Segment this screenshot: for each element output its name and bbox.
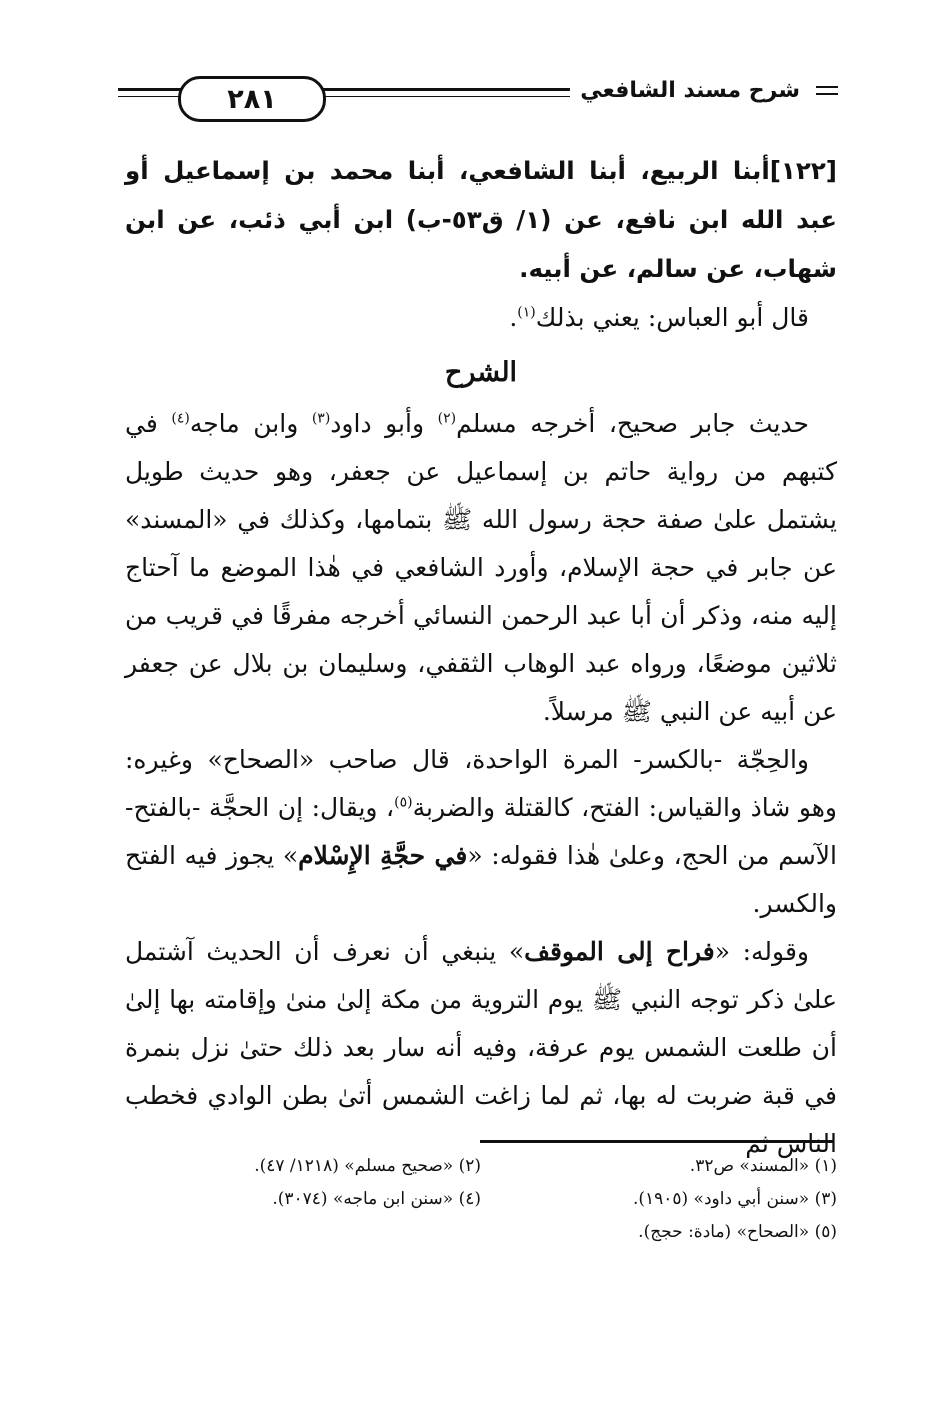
- running-title: شرح مسند الشافعي: [570, 78, 810, 103]
- footnote-1: (١) «المسند» ص٣٢.: [689, 1156, 837, 1176]
- paragraph-3: [125, 928, 837, 1168]
- p1-text-3: وابن ماجه: [189, 409, 312, 438]
- footnote-separator: [480, 1140, 834, 1143]
- footnote-row: [125, 1216, 837, 1249]
- footnote-row: [125, 1183, 837, 1216]
- p1-text-1: حديث جابر صحيح، أخرجه مسلم: [456, 409, 809, 438]
- footnote-ref-1: (١): [517, 304, 536, 321]
- p2-text-2: ، ويقال: إن الحجَّة -بالفتح- الآسم من الحج، وعلىٰ هٰذا فقوله: «: [125, 793, 838, 870]
- footnote-row: [125, 1150, 837, 1183]
- p3-text-2: » ينبغي أن نعرف أن الحديث آشتمل علىٰ ذكر توجه النبي ﷺ يوم التروية من مكة إلىٰ منىٰ وإقامته بها إلىٰ أن طلعت الشمس يوم عرفة، وفيه أنه سار بعد ذلك حتىٰ نزل بنمرة في قبة ضربت له بها، ثم لما زاغت الشمس أتىٰ بطن الوادي فخطب الناس ثم: [125, 937, 837, 1158]
- footnote-4: (٤) «سنن ابن ماجه» (٣٠٧٤).: [272, 1189, 481, 1209]
- hadith-text: أبنا الربيع، أبنا الشافعي، أبنا محمد بن إسماعيل أو عبد الله ابن نافع، عن (١/ ق٥٣-ب) ابن أبي ذئب، عن ابن شهاب، عن سالم، عن أبيه.: [125, 156, 838, 283]
- p3-text-1: وقوله: «: [714, 937, 809, 966]
- footnote-ref-4: (٤): [171, 410, 190, 427]
- section-heading: الشرح: [444, 357, 518, 388]
- p2-bold-quote: في حجَّةِ الإِسْلام: [298, 841, 468, 870]
- footnote-ref-3: (٣): [311, 410, 331, 427]
- footnote-3: (٣) «سنن أبي داود» (١٩٠٥).: [632, 1189, 837, 1209]
- footnote-5: (٥) «الصحاح» (مادة: حجج).: [638, 1222, 837, 1242]
- paragraph-1: [125, 400, 837, 736]
- header-end-mark: [816, 86, 838, 100]
- footnote-ref-2: (٢): [437, 410, 457, 427]
- hadith-closing: [125, 293, 837, 342]
- closing-text: قال أبو العباس: يعني بذلك: [535, 303, 809, 332]
- running-header: [118, 72, 838, 122]
- p1-text-4: في كتبهم من رواية حاتم بن إسماعيل عن جعفر، وهو حديث طويل يشتمل علىٰ صفة حجة رسول الله ﷺ بتمامها، وكذلك في «المسند» عن جابر في حجة الإسلام، وأورد الشافعي في هٰذا الموضع ما آحتاج إليه منه، وذكر أن أبا عبد الرحمن النسائي أخرجه مفرقًا في قريب من ثلاثين موضعًا، ورواه عبد الوهاب الثقفي، وسليمان بن بلال عن جعفر عن أبيه عن النبي ﷺ مرسلاً.: [125, 409, 837, 726]
- hadith-number: [١٢٢]: [769, 156, 837, 185]
- p2-text-1: والحِجّة -بالكسر- المرة الواحدة، قال صاحب «الصحاح» وغيره: وهو شاذ والقياس: الفتح، كالقتلة والضربة: [125, 745, 837, 822]
- main-text: [125, 146, 837, 1168]
- hadith-block: [125, 146, 837, 293]
- closing-end: .: [509, 303, 518, 332]
- footnote-ref-5: (٥): [394, 794, 413, 811]
- p3-bold-quote: فراح إلى الموقف: [524, 937, 715, 966]
- p1-text-2: وأبو داود: [330, 409, 438, 438]
- footnote-2: (٢) «صحيح مسلم» (١٢١٨/ ٤٧).: [254, 1156, 481, 1176]
- paragraph-2: [125, 736, 837, 928]
- p2-text-3: » يجوز فيه الفتح والكسر.: [125, 841, 837, 918]
- page-number: ٢٨١: [178, 76, 326, 122]
- footnotes: [125, 1150, 837, 1249]
